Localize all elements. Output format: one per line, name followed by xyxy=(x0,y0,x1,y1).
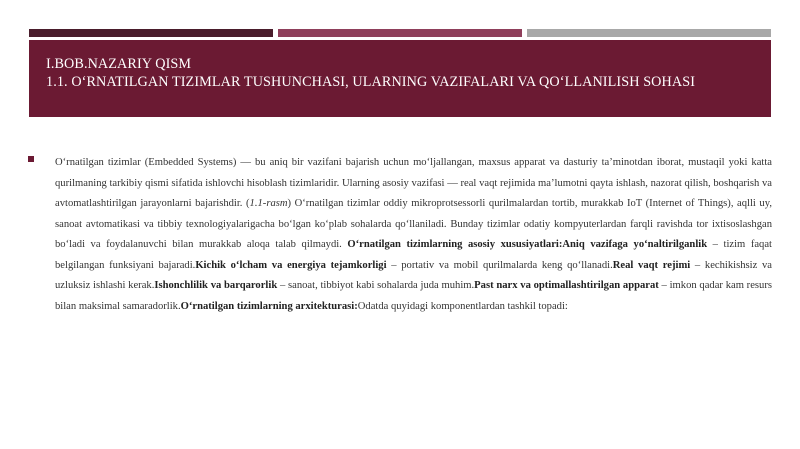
feature-1-text: – tizim faqat belgilangan funksiyani bajaradi. xyxy=(55,239,772,271)
accent-bar-medium xyxy=(278,29,522,37)
slide-title-box xyxy=(29,40,771,117)
feature-3-title: Real vaqt rejimi xyxy=(612,259,691,271)
chapter-title: I.BOB.NAZARIY QISM xyxy=(46,56,192,72)
feature-1-title: Aniq vazifaga yo‘naltirilganlik xyxy=(562,239,708,250)
body-paragraph xyxy=(55,153,772,317)
intro-text: O‘rnatilgan tizimlar (Embedded Systems) — bu aniq bir vazifani bajarish uchun mo‘ljallangan, maxsus apparat va dasturiy ta’minotdan iborat, mustaqil yoki katta qurilmaning tarkibiy qismi sifatida ishlovchi hisoblash tizimlaridir. Ularning asosiy vazifasi — real vaqt rejimida ma’lumotni qayta ishlash, nazorat qilish, boshqarish va avtomatlashtirilgan jarayonlarni bajarishdir. ( xyxy=(55,157,772,209)
feature-5-title: Past narx va optimallashtirilgan apparat xyxy=(474,280,659,291)
feature-4-text: – sanoat, tibbiyot kabi sohalarda juda muhim. xyxy=(277,280,475,291)
architecture-text: Odatda quyidagi komponentlardan tashkil topadi: xyxy=(357,300,568,312)
feature-3-text: – kechikishsiz va uzluksiz ishlashi kerak. xyxy=(55,259,772,291)
feature-5-text: – imkon qadar kam resurs bilan maksimal samaradorlik. xyxy=(55,280,772,312)
header-accent-bars xyxy=(29,29,771,37)
architecture-heading: O‘rnatilgan tizimlarning arxitekturasi: xyxy=(180,300,358,312)
accent-bar-gray xyxy=(527,29,771,37)
slide-content xyxy=(28,153,772,317)
section-title: 1.1. O‘RNATILGAN TIZIMLAR TUSHUNCHASI, ULARNING VAZIFALARI VA QO‘LLANILISH SOHASI xyxy=(46,74,696,90)
features-heading: O‘rnatilgan tizimlarning asosiy xususiyatlari: xyxy=(347,239,563,250)
feature-2-title: Kichik o‘lcham va energiya tejamkorligi xyxy=(195,259,387,271)
feature-2-text: – portativ va mobil qurilmalarda keng qo‘llanadi. xyxy=(386,259,613,271)
applications-text: ) O‘rnatilgan tizimlar oddiy mikroprotsessorli qurilmalardan tortib, murakkab IoT (Internet of Things), aqlli uy, sanoat avtomatikasi va tibbiy texnologiyalarigacha bo‘lgan ko‘plab sohalarda qo‘llaniladi. Bunday tizimlar odatiy kompyuterlardan farqli ravishda tor ixtisoslashgan bo‘ladi va foydalanuvchi bilan murakkab aloqa talab qilmaydi. xyxy=(55,198,772,250)
figure-reference: 1.1-rasm xyxy=(249,198,288,209)
accent-bar-dark xyxy=(29,29,273,37)
square-bullet-icon xyxy=(28,156,34,162)
feature-4-title: Ishonchlilik va barqarorlik xyxy=(154,280,278,291)
